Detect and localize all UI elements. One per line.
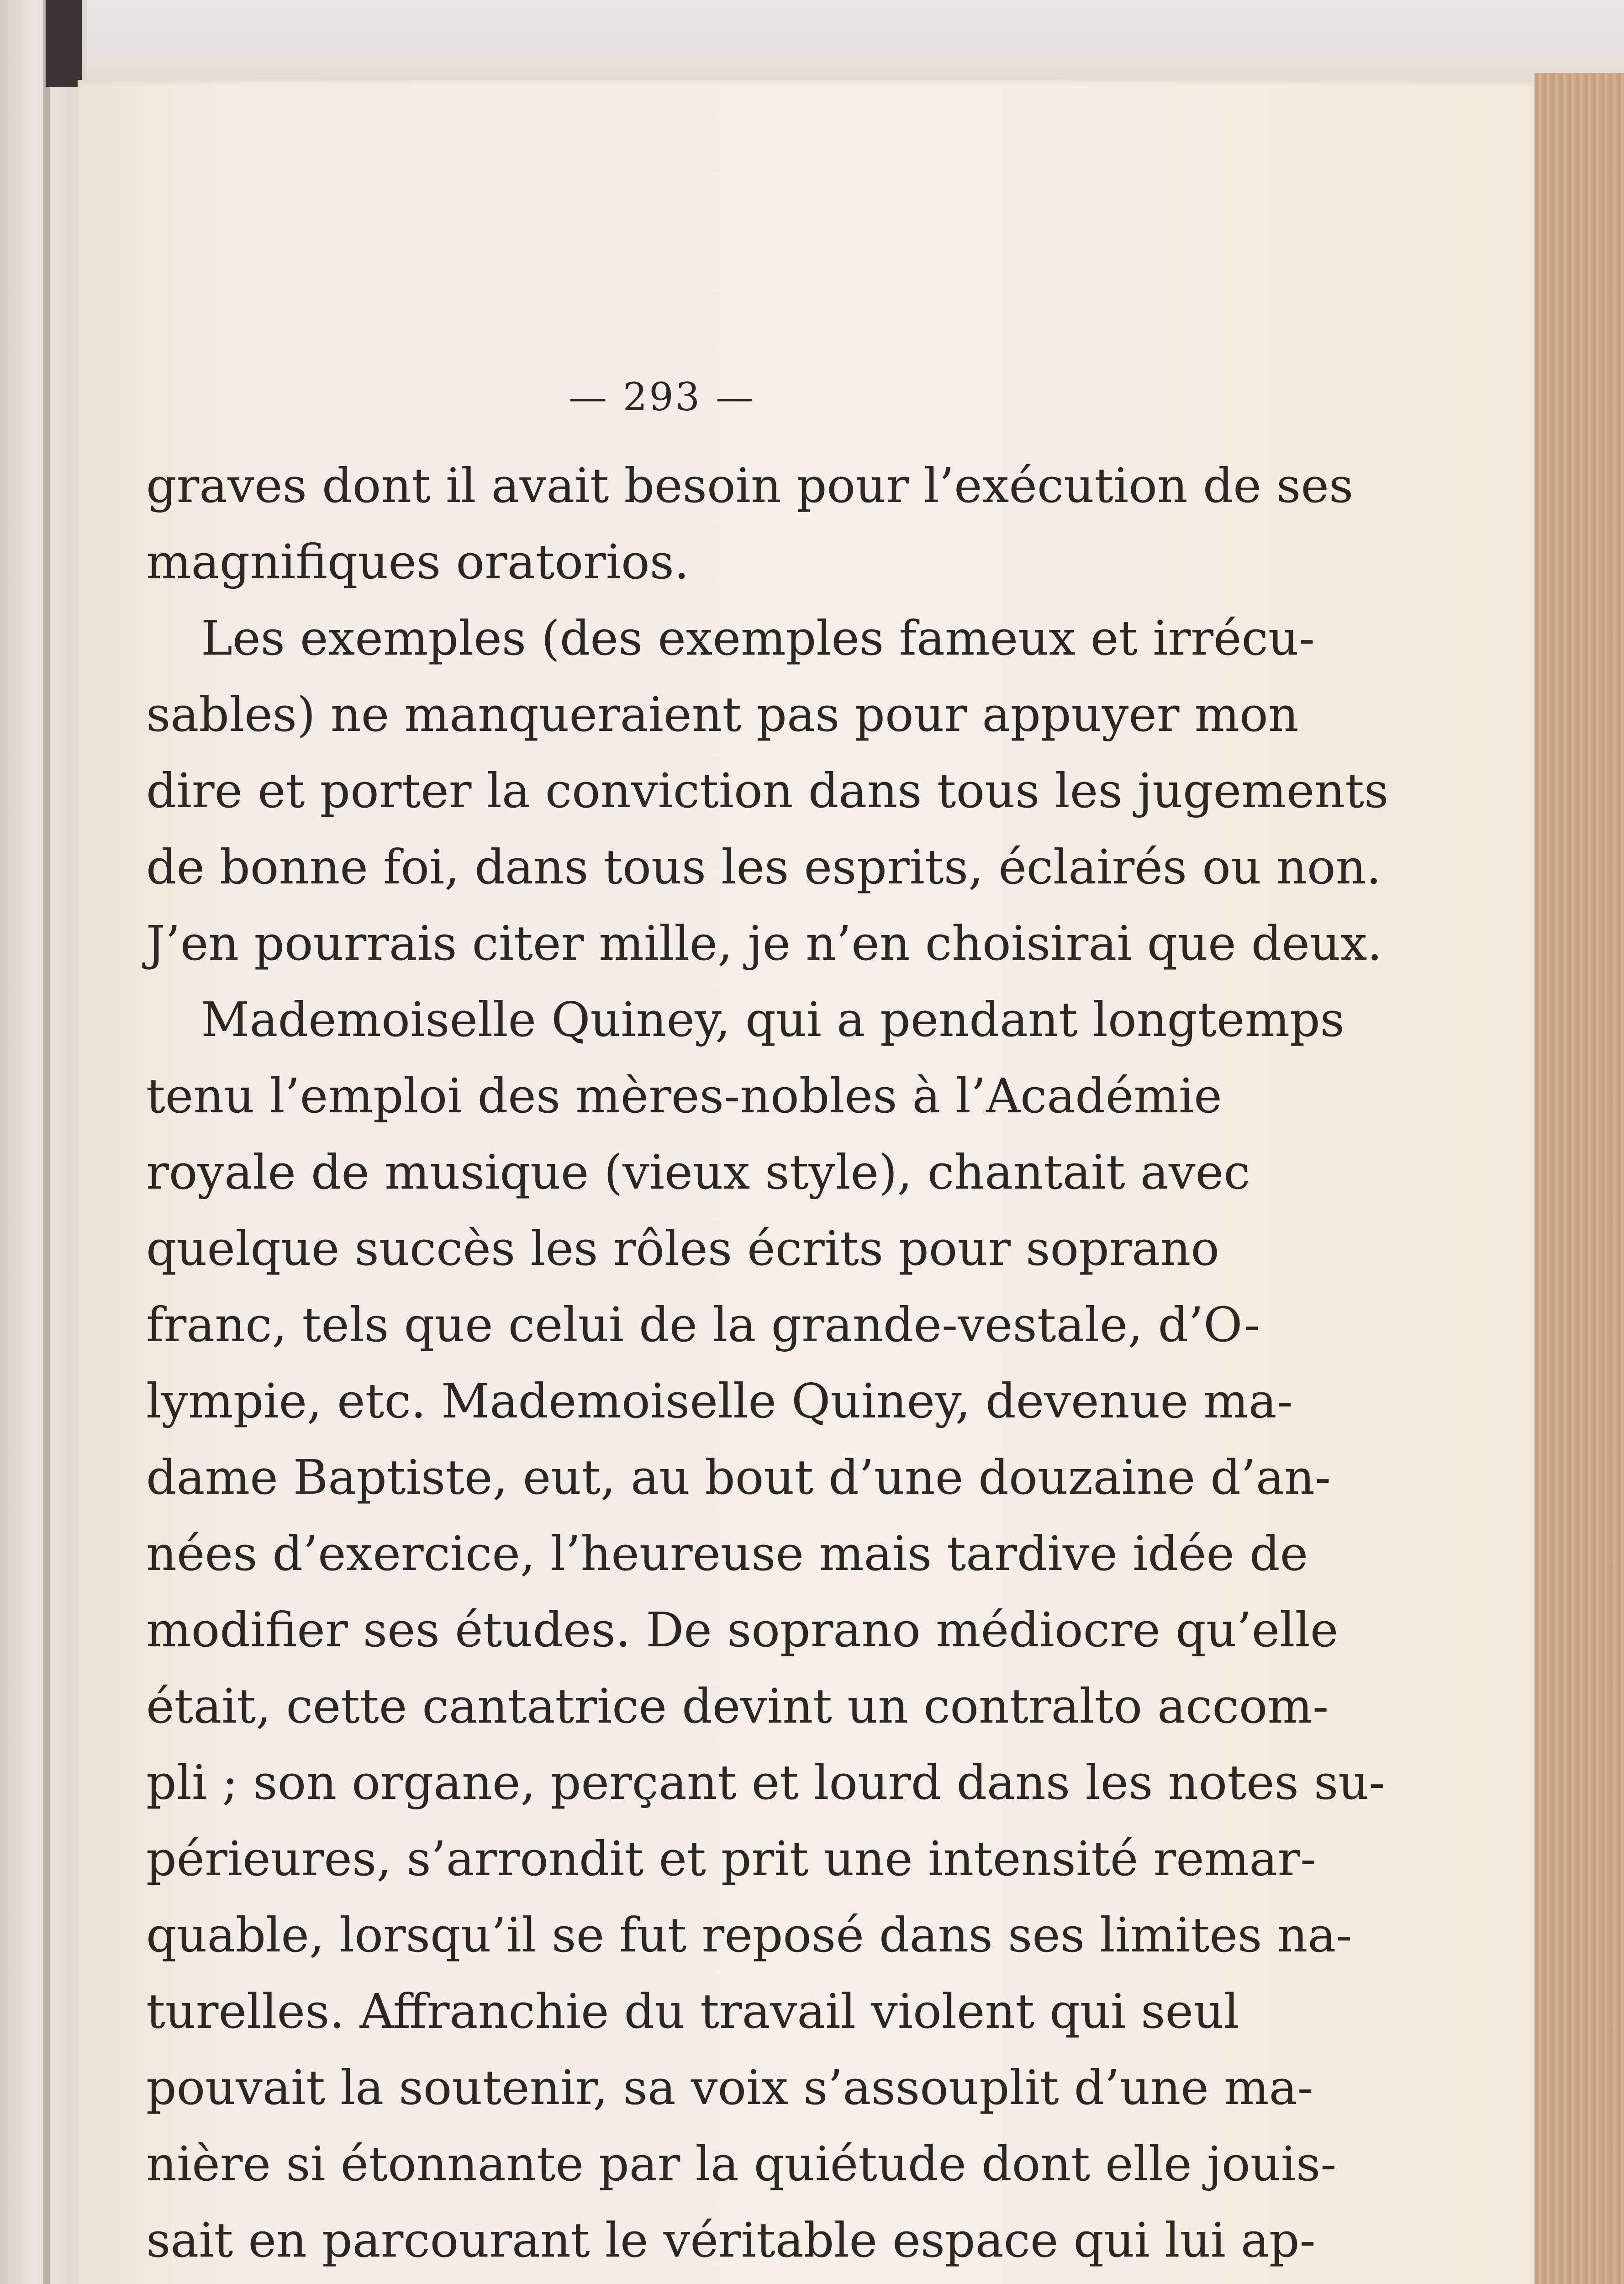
text-line: lympie, etc. Mademoiselle Quiney, devenue ma-	[146, 1373, 1293, 1429]
text-line: était, cette cantatrice devint un contralto accom-	[146, 1678, 1329, 1734]
text-line: tenu l’emploi des mères-nobles à l’Académie	[146, 1068, 1222, 1124]
text-line: magnifiques oratorios.	[146, 534, 690, 590]
page-number-header: — 293 —	[569, 375, 756, 419]
text-line: nière si étonnante par la quiétude dont elle jouis-	[146, 2136, 1337, 2192]
text-line: Les exemples (des exemples fameux et irrécu-	[201, 610, 1315, 666]
text-line	[146, 2279, 1187, 2284]
page-edges-right	[1534, 73, 1624, 2284]
text-line: modifier ses études. De soprano médiocre qu’elle	[146, 1602, 1339, 1658]
text-line: pli ; son organe, perçant et lourd dans les notes su-	[146, 1755, 1385, 1810]
text-line: Mademoiselle Quiney, qui a pendant longtemps	[201, 992, 1345, 1047]
body-text	[146, 448, 1389, 2284]
binding-tab-top	[46, 0, 82, 87]
text-line: sait en parcourant le véritable espace qui lui ap-	[146, 2212, 1316, 2268]
text-line: quable, lorsqu’il se fut reposé dans ses limites na-	[146, 1907, 1352, 1963]
text-line: dire et porter la conviction dans tous les jugements	[146, 763, 1389, 819]
text-line: périeures, s’arrondit et prit une intensité remar-	[146, 1831, 1317, 1887]
text-line: sables) ne manqueraient pas pour appuyer mon	[146, 687, 1299, 742]
scan-background	[0, 0, 1624, 80]
text-line: quelque succès les rôles écrits pour soprano	[146, 1221, 1219, 1276]
text-line: de bonne foi, dans tous les esprits, éclairés ou non.	[146, 839, 1381, 895]
text-line: turelles. Affranchie du travail violent qui seul	[146, 1983, 1239, 2039]
binding-edge	[43, 0, 50, 2284]
text-line: graves dont il avait besoin pour l’exécution de ses	[146, 458, 1354, 513]
text-line: J’en pourrais citer mille, je n’en choisirai que deux.	[146, 915, 1382, 971]
text-line: royale de musique (vieux style), chantait avec	[146, 1144, 1250, 1200]
text-line: dame Baptiste, eut, au bout d’une douzaine d’an-	[146, 1449, 1331, 1505]
text-line: franc, tels que celui de la grande-vestale, d’O-	[146, 1297, 1260, 1353]
text-line: pouvait la soutenir, sa voix s’assouplit d’une ma-	[146, 2060, 1313, 2115]
text-line: nées d’exercice, l’heureuse mais tardive idée de	[146, 1526, 1308, 1581]
